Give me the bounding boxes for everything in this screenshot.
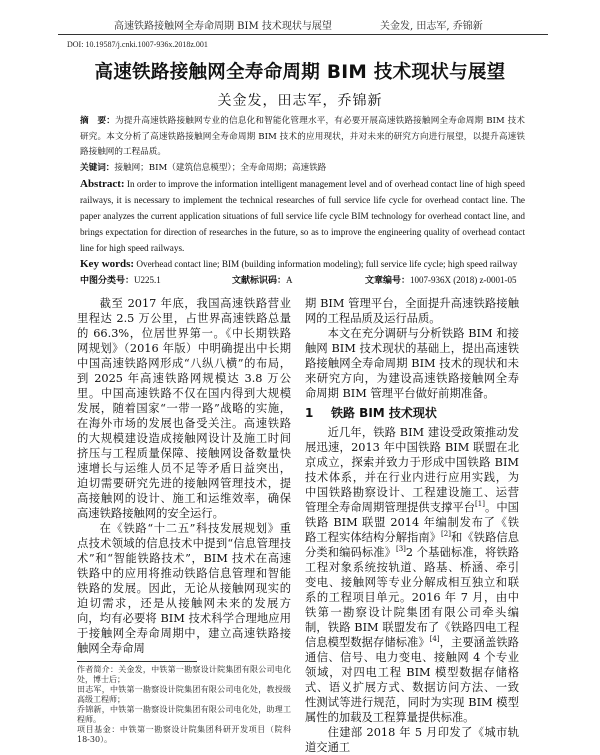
running-head-authors: 关金发, 田志军, 乔锦新 (380, 21, 483, 32)
running-head-title: 高速铁路接触网全寿命周期 BIM 技术现状与展望 (114, 21, 332, 32)
footnotes (77, 665, 291, 745)
section-heading (305, 404, 519, 422)
footnote-author-2: 田志军，中铁第一勘察设计院集团有限公司电化处，教授级高级工程师； (77, 685, 291, 704)
footnote-author-3: 乔锦新，中铁第一勘察设计院集团有限公司电化处，助理工程师。 (77, 705, 291, 724)
abstract-label: 摘 要： (80, 116, 116, 126)
text-run: ，主要涵盖铁路通信、信号、电力变电、接触网 4 个专业领域，对四电工程 BIM 模型数据存储格式、语义扩展方式、数据访问方法、一致性测试等进行规范，同时为实现 BIM 模型属性的加载及工程算量提供标准。 (305, 636, 519, 724)
paragraph: 本文在充分调研与分析铁路 BIM 和接触网 BIM 技术现状的基础上，提出高速铁路接触网全寿命周期 BIM 技术的现状和未来研究方向，为建设高速铁路接触网全寿命周期 BIM 管理平台做好前期准备。 (305, 327, 519, 400)
chinese-keywords (80, 161, 525, 177)
page-flow (0, 114, 600, 755)
article-no-value: 1007-936X (2018) z-0001-05 (410, 275, 517, 285)
text-run: 。中国铁路 BIM 联盟 2014 年编制发布了《铁路工程实体结构分解指南》 (305, 501, 519, 544)
citation-link[interactable]: [3] (395, 545, 406, 554)
chinese-abstract (80, 114, 525, 161)
keywords-en-label: Key words: (80, 258, 135, 270)
section-title: 铁路 BIM 技术现状 (331, 406, 437, 420)
text-run: 2 个基础标准，将铁路工程对象系统按轨道、路基、桥涵、牵引变电、接触网等专业分解成相互独立和联系的工程项目单元。2016 年 7 月，由中铁第一勘察设计院集团有限公司牵头编制，铁路 BIM 联盟发布了《铁路四电工程信息模型数据存储标准》 (305, 546, 519, 649)
paragraph: 截至 2017 年底，我国高速铁路营业里程达 2.5 万公里，占世界高速铁路总量的 66.3%，位居世界第一。《中长期铁路网规划》（2016 年版）中明确提出中长期中国高速铁路网形成“八纵八横”的布局，到 2025 年高速铁路网规模达 3.8 万公里。中国高速铁路不仅在国内得到大规模发展，随着国家“一带一路”战略的实施，在海外市场的发展也备受关注。高速铁路的大规模建设造成接触网设计及施工时间挤压与工程质量保障、接触网设备数量快速增长与运维人员不足等矛盾日益突出，迫切需要研究先进的接触网管理技术，提高接触网的设计、施工和运维效率，确保高速铁路接触网的安全运行。 (77, 297, 291, 520)
footnote-funding: 项目基金：中铁第一勘察设计院集团科研开发项目（院科 18-30）。 (77, 725, 291, 744)
header-rule (58, 34, 548, 35)
paragraph: 在《铁路“十二五”科技发展规划》重点技术领域的信息技术中提到“信息管理技术”和“智能铁路技术”，BIM 技术在高速铁路中的应用将推动铁路信息管理和智能铁路的发展。因此，无论从接触网现实的迫切需求，还是从接触网未来的发展方向，均有必要将 BIM 技术科学合理地应用于接触网全寿命周期中，建立高速铁路接触网全寿命周 (77, 522, 291, 655)
right-column (305, 296, 519, 755)
abstract-en-label: Abstract: (80, 178, 125, 190)
citation-link[interactable]: [1] (475, 500, 485, 509)
left-column (77, 296, 291, 745)
running-head (80, 17, 540, 31)
text-run: 近几年，铁路 BIM 建设受政策推动发展迅速，2013 年中国铁路 BIM 联盟在北京成立，探索并致力于形成中国铁路 BIM 技术体系，并在行业内进行应用实践，为中国铁路勘察设计、工程建设施工、运营管理全寿命周期管理提供支撑平台 (305, 426, 519, 514)
paragraph: 住建部 2018 年 5 月印发了《城市轨道交通工 (305, 726, 519, 754)
abstract-text: 为提升高速铁路接触网专业的信息化和智能化管理水平，有必要开展高速铁路接触网全寿命周期 BIM 技术研究。本文分析了高速铁路接触网全寿命周期 BIM 技术的应用现状，并对未来的研究方向进行展望，以提升高速铁路接触网的工程品质。 (80, 116, 525, 157)
keywords-label: 关键词： (80, 162, 115, 173)
abstract-en-text: In order to improve the information intelligent management level and of overhead contact line of high speed railways, it is necessary to implement the technical researches of full service life cycle for overhead contact line. The paper analyzes the current application situations of full service life cycle BIM technology for overhead contact line, and brings expectation for direction of researches in the future, so as to improve the engineering quality of overhead contact line for high speed railways. (80, 179, 526, 253)
english-keywords (80, 256, 525, 272)
clc-value: U225.1 (134, 275, 161, 285)
keywords-en-text: Overhead contact line; BIM (building information modeling); full service life cycle; high speed railway (136, 259, 518, 269)
footnote-author-1: 作者简介：关金发，中铁第一勘察设计院集团有限公司电化处，博士后； (77, 665, 291, 684)
front-matter (80, 114, 525, 288)
citation-link[interactable]: [4] (429, 635, 440, 644)
keywords-text: 接触网；BIM（建筑信息模型）；全寿命周期；高速铁路 (114, 162, 327, 173)
clc-label: 中图分类号： (80, 276, 135, 286)
footnote-rule (77, 661, 197, 662)
classification-line (80, 272, 525, 288)
paragraph (305, 425, 519, 725)
english-abstract (80, 176, 525, 256)
paper-title: 高速铁路接触网全寿命周期 BIM 技术现状与展望 (94, 62, 506, 83)
paragraph: 期 BIM 管理平台，全面提升高速铁路接触网的工程品质及运行品质。 (305, 297, 519, 325)
paper-authors: 关金发，田志军，乔锦新 (217, 93, 383, 109)
text-run: 和《铁路信息分类和编码标准》 (305, 531, 519, 559)
doc-code-value: A (286, 275, 293, 285)
body-columns (77, 296, 519, 755)
doi: DOI: 10.19587/j.cnki.1007-936x.2018z.001 (67, 40, 208, 49)
citation-link[interactable]: [2] (441, 530, 451, 539)
section-number: 1 (305, 406, 314, 420)
doc-code-label: 文献标识码： (232, 276, 287, 286)
article-no-label: 文章编号： (365, 276, 411, 286)
